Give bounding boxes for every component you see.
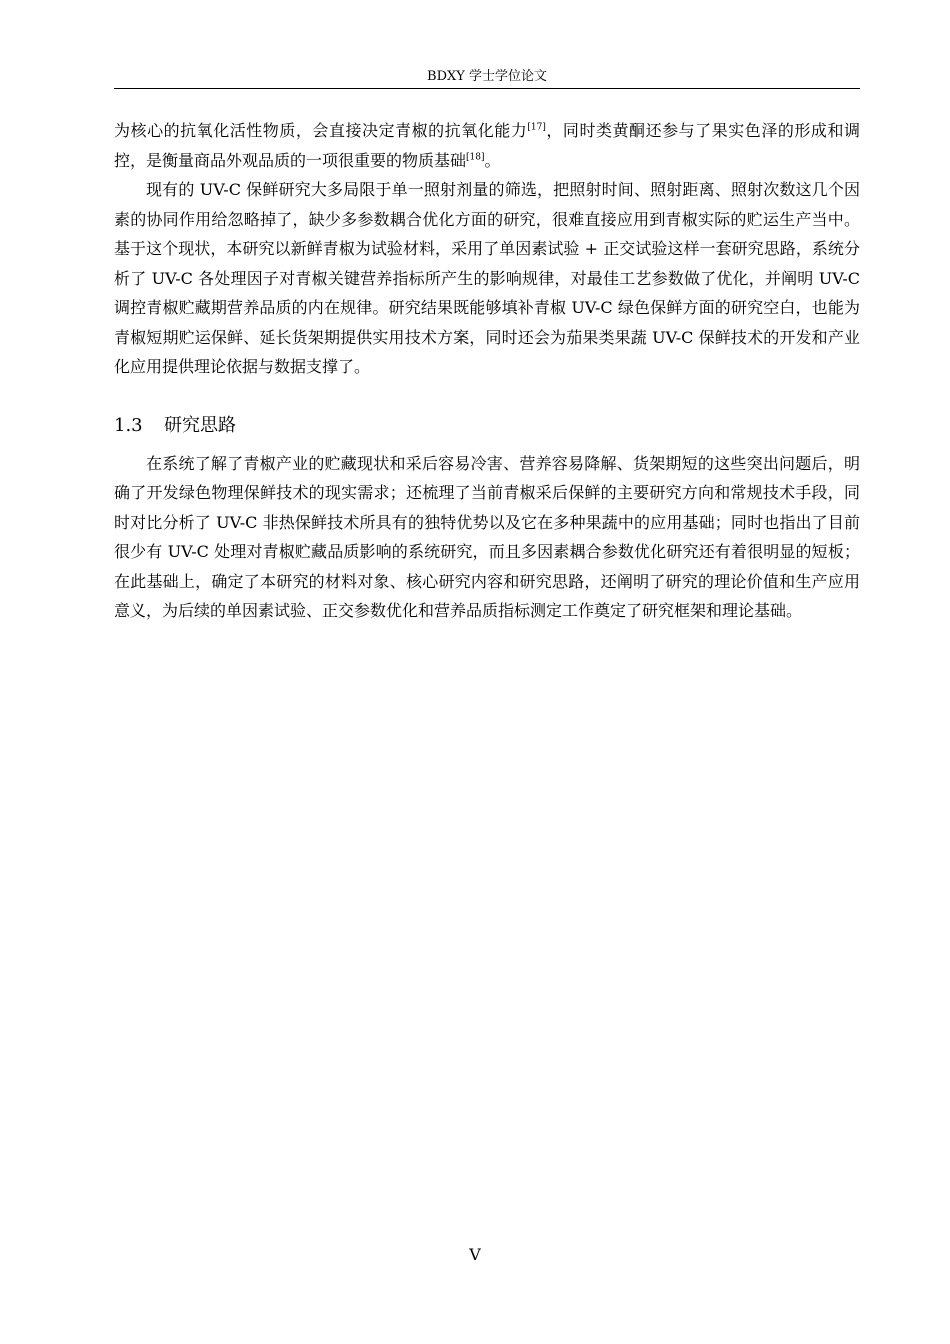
page-number: V	[469, 1245, 481, 1264]
paragraph-1-text-b: ，同时类黄酮还参与了果实色泽的形成和调控，是衡量商品外观品质的一项很重要的物质基础	[114, 121, 860, 170]
citation-17: [17]	[527, 122, 546, 133]
paragraph-2: 现有的 UV-C 保鲜研究大多局限于单一照射剂量的筛选，把照射时间、照射距离、照射次数这几个因素的协同作用给忽略掉了，缺少多参数耦合优化方面的研究，很难直接应用到青椒实际的贮运生产当中。基于这个现状，本研究以新鲜青椒为试验材料，采用了单因素试验 + 正交试验这样一套研究思路，系统分析了 UV-C 各处理因子对青椒关键营养指标所产生的影响规律，对最佳工艺参数做了优化，并阐明 UV-C 调控青椒贮藏期营养品质的内在规律。研究结果既能够填补青椒 UV-C 绿色保鲜方面的研究空白，也能为青椒短期贮运保鲜、延长货架期提供实用技术方案，同时还会为茄果类果蔬 UV-C 保鲜技术的开发和产业化应用提供理论依据与数据支撑了。	[114, 180, 860, 376]
paragraph-1	[114, 116, 860, 175]
header-rule	[114, 88, 860, 89]
citation-18: [18]	[466, 152, 485, 163]
paragraph-1-text-c: 。	[484, 150, 501, 170]
section-number: 1.3	[114, 414, 143, 436]
running-header: BDXY 学士学位论文	[427, 69, 547, 84]
section-title: 研究思路	[164, 414, 236, 436]
section-heading	[114, 413, 860, 439]
paragraph-3: 在系统了解了青椒产业的贮藏现状和采后容易冷害、营养容易降解、货架期短的这些突出问题后，明确了开发绿色物理保鲜技术的现实需求；还梳理了当前青椒采后保鲜的主要研究方向和常规技术手段，同时对比分析了 UV-C 非热保鲜技术所具有的独特优势以及它在多种果蔬中的应用基础；同时也指出了目前很少有 UV-C 处理对青椒贮藏品质影响的系统研究，而且多因素耦合参数优化研究还有着很明显的短板；在此基础上，确定了本研究的材料对象、核心研究内容和研究思路，还阐明了研究的理论价值和生产应用意义，为后续的单因素试验、正交参数优化和营养品质指标测定工作奠定了研究框架和理论基础。	[114, 453, 860, 620]
page-body	[114, 116, 860, 626]
paragraph-1-text-a: 为核心的抗氧化活性物质，会直接决定青椒的抗氧化能力	[114, 121, 528, 140]
